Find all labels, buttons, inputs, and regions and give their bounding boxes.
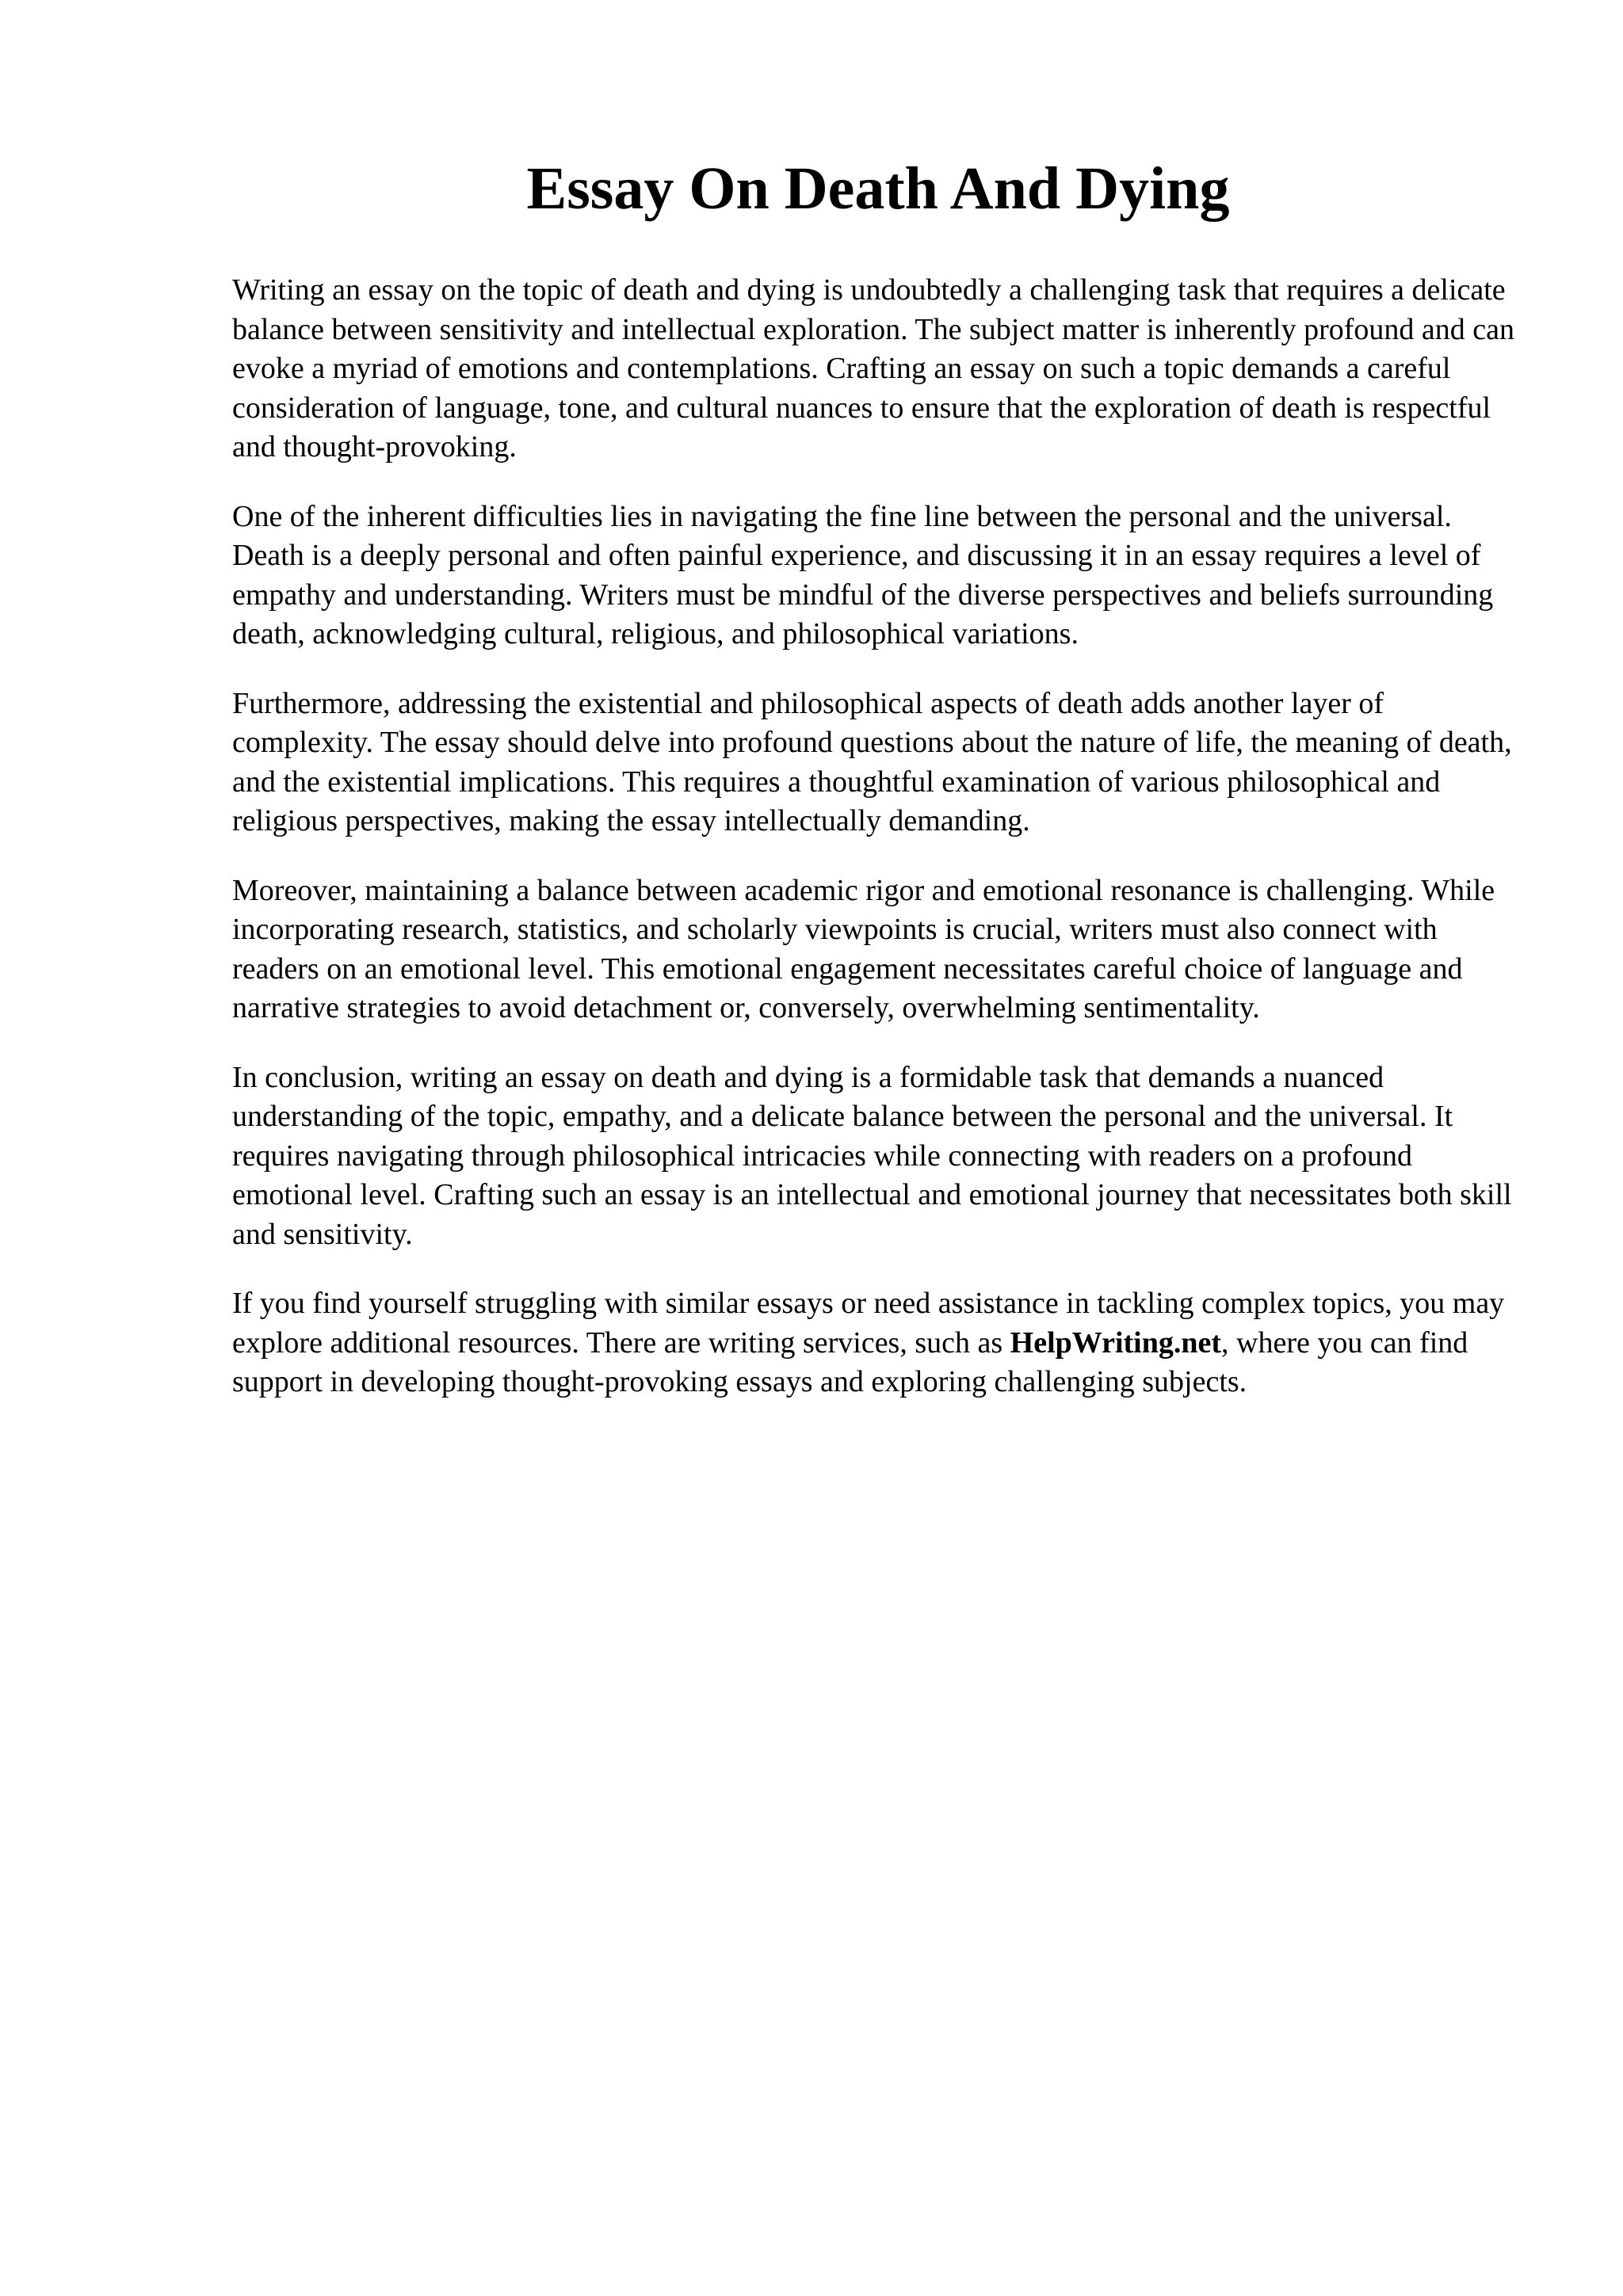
paragraph-academic-balance: Moreover, maintaining a balance between academic rigor and emotional resonance is challenging. While incorporating research, statistics, and scholarly viewpoints is crucial, writers must also connect with readers on an emotional level. This emotional engagement necessitates careful choice of language and narrative strategies to avoid detachment or, conversely, overwhelming sentimentality.	[232, 873, 1495, 1024]
services-text-before: If you find yourself struggling with similar essays or need assistance in tackling complex topics, you may explore additional resources. There are writing services, such as	[232, 1287, 1505, 1360]
services-text-after: , where you can find support in developing thought-provoking essays and exploring challenging subjects.	[232, 1325, 1468, 1398]
document-title: Essay On Death And Dying	[526, 155, 1230, 222]
paragraph-existential-aspects: Furthermore, addressing the existential and philosophical aspects of death adds another layer of complexity. The essay should delve into profound questions about the nature of life, the meaning of death, and the existential implications. This requires a thoughtful examination of various philosophical and religious perspectives, making the essay intellectually demanding.	[232, 686, 1512, 837]
paragraph-writing-essay: Writing an essay on the topic of death and dying is undoubtedly a challenging task that requires a delicate balance between sensitivity and intellectual exploration. The subject matter is inherently profound and can evoke a myriad of emotions and contemplations. Crafting an essay on such a topic demands a careful consideration of language, tone, and cultural nuances to ensure that the exploration of death is respectful and thought-provoking.	[232, 273, 1514, 463]
paragraph-inherent-difficulties: One of the inherent difficulties lies in navigating the fine line between the personal and the universal. Death is a deeply personal and often painful experience, and discussing it in an essay requires a level of empathy and understanding. Writers must be mindful of the diverse perspectives and beliefs surrounding death, acknowledging cultural, religious, and philosophical variations.	[232, 499, 1494, 650]
service-name: HelpWriting.net	[1010, 1325, 1222, 1360]
paragraph-writing-services	[232, 1284, 1524, 1402]
paragraph-conclusion: In conclusion, writing an essay on death and dying is a formidable task that demands a nuanced understanding of the topic, empathy, and a delicate balance between the personal and the universal. It requires navigating through philosophical intricacies while connecting with readers on a profound emotional level. Crafting such an essay is an intellectual and emotional journey that necessitates both skill and sensitivity.	[232, 1060, 1512, 1251]
document-content	[232, 151, 1524, 1432]
